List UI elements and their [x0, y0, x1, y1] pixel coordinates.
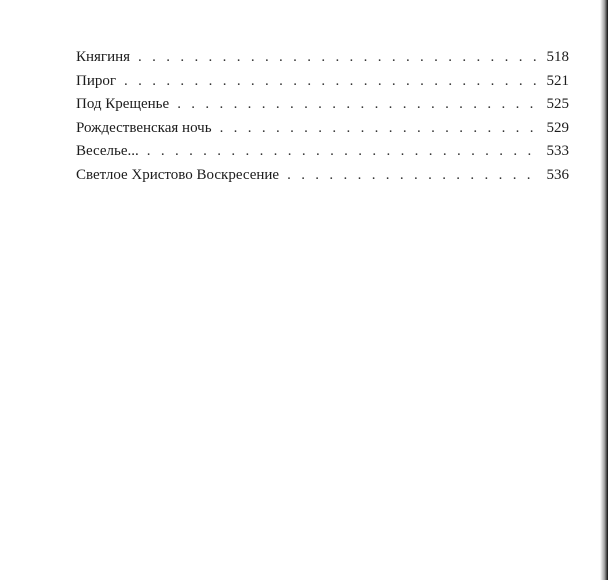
toc-entry [76, 46, 569, 70]
toc-entry-title: Княгиня [76, 49, 131, 65]
toc-entry [76, 140, 569, 164]
table-of-contents [76, 46, 569, 188]
toc-entry-page: 518 [546, 49, 569, 65]
toc-entry [76, 117, 569, 141]
dot-leader [124, 70, 538, 94]
page-edge-shadow [600, 0, 608, 580]
toc-entry-page: 521 [546, 72, 569, 89]
toc-entry-page: 529 [546, 119, 569, 136]
dot-leader [287, 164, 538, 188]
toc-entry-page: 525 [546, 96, 569, 113]
dot-leader [177, 93, 538, 117]
dot-leader [220, 117, 539, 141]
toc-entry-title: Рождественская ночь [76, 119, 212, 136]
dot-leader [138, 46, 538, 70]
toc-entry-title: Веселье... [76, 143, 139, 160]
toc-entry-page: 536 [546, 166, 569, 183]
toc-entry-title: Светлое Христово Воскресение [76, 166, 280, 183]
toc-entry-title: Пирог [76, 72, 117, 89]
toc-entry [76, 70, 569, 94]
toc-entry [76, 93, 569, 117]
toc-entry-page: 533 [546, 143, 569, 160]
toc-entry [76, 164, 569, 188]
dot-leader [147, 140, 539, 164]
toc-entry-title: Под Крещенье [76, 96, 170, 113]
